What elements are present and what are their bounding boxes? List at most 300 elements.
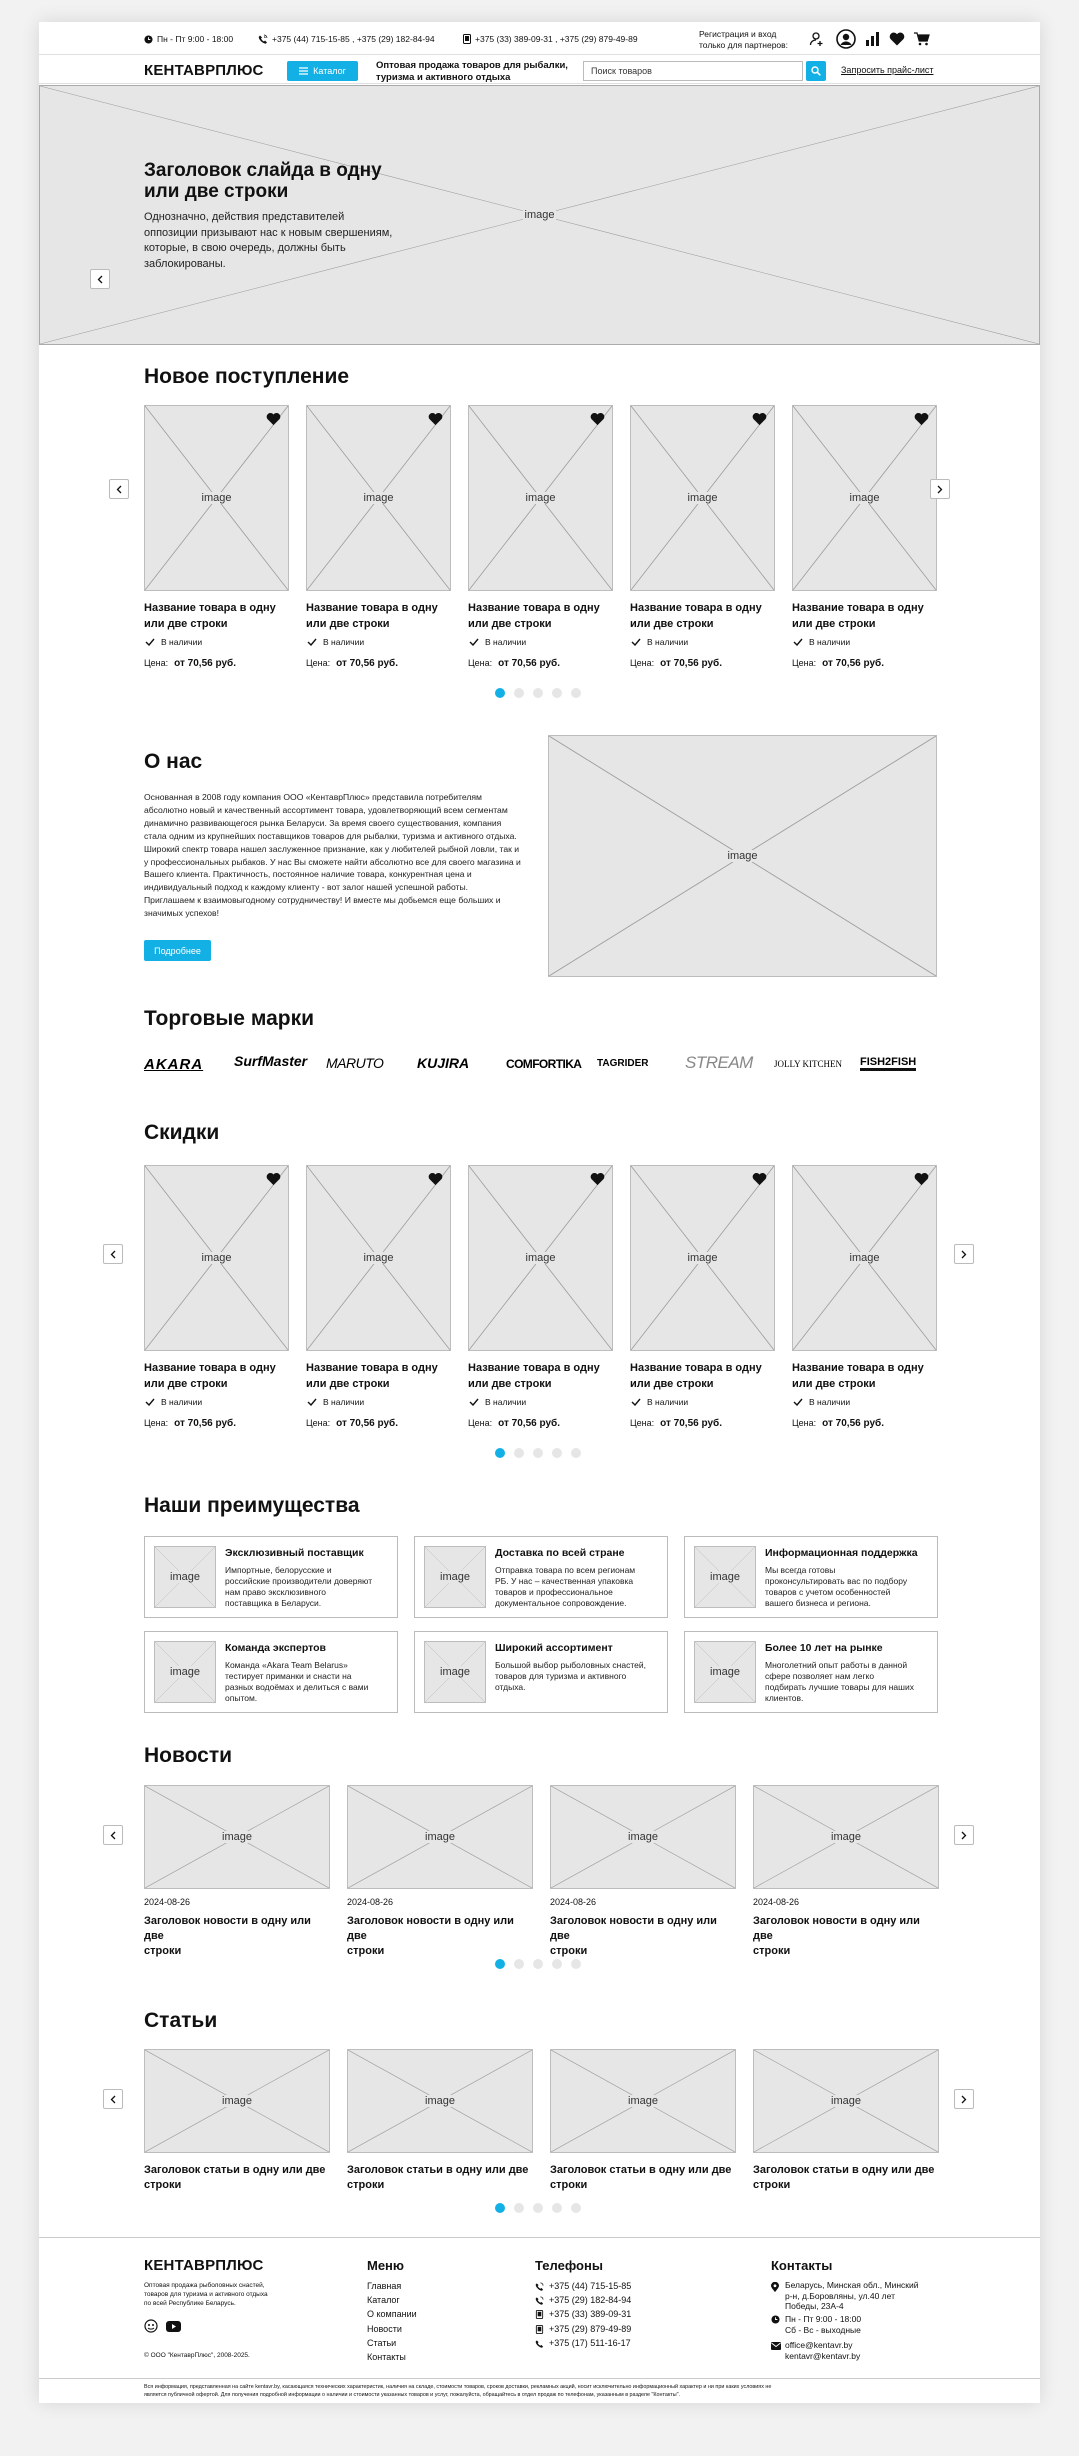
- articles-pagination: [495, 2203, 581, 2213]
- hero-text-line4: заблокированы.: [144, 257, 226, 270]
- advantage-title: Информационная поддержка: [765, 1547, 918, 1559]
- availability: [145, 637, 202, 647]
- news-pagination: [495, 1959, 581, 1969]
- pagination-dot[interactable]: [495, 1448, 505, 1458]
- article-image[interactable]: [144, 2049, 330, 2153]
- product-image[interactable]: [468, 1165, 613, 1351]
- footer-hours-line2: Сб - Вс - выходные: [785, 2324, 861, 2335]
- advantage-card: [414, 1536, 668, 1618]
- product-name-line1: Название товара в одну: [306, 1362, 438, 1374]
- new-arrivals-prev-button[interactable]: [109, 479, 129, 499]
- brand-logo[interactable]: STREAM: [685, 1053, 753, 1072]
- about-title: О нас: [144, 750, 203, 773]
- article-title[interactable]: [347, 2163, 533, 2193]
- advantage-description-line: отдыха.: [495, 1682, 526, 1692]
- product-name[interactable]: [630, 1360, 780, 1392]
- advantage-description-line: товаров для туризма и активного: [495, 1671, 627, 1681]
- brand-logo[interactable]: AKARA: [144, 1056, 204, 1073]
- top-bar: [39, 22, 1040, 54]
- landline-phones-text[interactable]: +375 (44) 715-15-85 , +375 (29) 182-84-94: [272, 34, 435, 44]
- footer-desc-line2: товаров для туризма и активного отдыха: [144, 2291, 268, 2298]
- advantage-description-line: подбирать лучшие товары для наших: [765, 1682, 914, 1692]
- availability-text: В наличии: [323, 637, 365, 647]
- footer-hours: [785, 2314, 861, 2335]
- clock-icon: [771, 2315, 780, 2324]
- article-title[interactable]: [753, 2163, 939, 2193]
- product-name-line1: Название товара в одну: [306, 602, 438, 614]
- footer-phone-link[interactable]: +375 (29) 182-84-94: [549, 2295, 632, 2306]
- product-name-line2: или две строки: [468, 1378, 552, 1390]
- image-label: [631, 1252, 774, 1264]
- footer-menu-title: Меню: [367, 2258, 405, 2273]
- phone-icon: [535, 2310, 544, 2319]
- hero-text-line1: Однозначно, действия представителей: [144, 211, 345, 223]
- pagination-dot[interactable]: [552, 1448, 562, 1458]
- image-label: [155, 1571, 215, 1583]
- product-image[interactable]: [306, 1165, 451, 1351]
- price-value: от 70,56 руб.: [336, 658, 398, 669]
- image-label: [469, 1252, 612, 1264]
- advantage-description: [225, 1565, 389, 1609]
- favorite-heart-icon[interactable]: [590, 412, 605, 426]
- image-label-text: image: [849, 492, 880, 504]
- advantage-image[interactable]: [424, 1546, 486, 1608]
- hero-title-line1: Заголовок слайда в одну: [144, 160, 382, 181]
- product-price: [144, 658, 236, 669]
- hero-image-label-text: image: [524, 209, 555, 221]
- page: [39, 22, 1040, 2403]
- check-icon: [145, 1398, 155, 1406]
- advantage-image[interactable]: [424, 1641, 486, 1703]
- footer-emails: [785, 2340, 860, 2361]
- news-image[interactable]: [550, 1785, 736, 1889]
- advantage-card: [414, 1631, 668, 1713]
- search-icon: [811, 66, 821, 76]
- request-pricelist-link[interactable]: Запросить прайс-лист: [841, 65, 934, 75]
- news-title-line1: Заголовок новости в одну или две: [347, 1915, 514, 1942]
- price-label: Цена:: [468, 1418, 493, 1428]
- brand-logo[interactable]: SurfMaster: [234, 1053, 308, 1069]
- image-label-text: image: [687, 492, 718, 504]
- advantage-description: [765, 1565, 929, 1609]
- availability: [793, 637, 850, 647]
- product-name[interactable]: [468, 1360, 618, 1392]
- price-value: от 70,56 руб.: [660, 1418, 722, 1429]
- product-name-line1: Название товара в одну: [144, 1362, 276, 1374]
- hours-text: Пн - Пт 9:00 - 18:00: [157, 34, 234, 44]
- advantage-card: [684, 1631, 938, 1713]
- advantage-title: Более 10 лет на рынке: [765, 1642, 883, 1654]
- product-price: [306, 658, 398, 669]
- footer-disclaimer: [144, 2383, 964, 2399]
- product-image[interactable]: [306, 405, 451, 591]
- landline-phones: [258, 34, 435, 44]
- product-image[interactable]: [630, 1165, 775, 1351]
- brand-logo[interactable]: KUJIRA: [417, 1055, 470, 1071]
- price-value: от 70,56 руб.: [660, 658, 722, 669]
- advantage-description-line: клиентов.: [765, 1693, 804, 1703]
- footer-menu-link[interactable]: Контакты: [367, 2352, 406, 2362]
- advantage-description-line: Мы всегда готовы: [765, 1565, 836, 1575]
- product-name[interactable]: [144, 1360, 294, 1392]
- advantage-description-line: товаров с учетом особенностей: [765, 1587, 891, 1597]
- register-line2: только для партнеров:: [699, 40, 789, 50]
- advantage-image[interactable]: [154, 1546, 216, 1608]
- news-prev-button[interactable]: [103, 1825, 123, 1845]
- image-label-text: image: [710, 1666, 740, 1678]
- image-label: [631, 492, 774, 504]
- article-title-line2: строки: [550, 2179, 588, 2191]
- image-label-text: image: [628, 2095, 658, 2107]
- image-label: [307, 492, 450, 504]
- pagination-dot[interactable]: [495, 1959, 505, 1969]
- image-label: [695, 1666, 755, 1678]
- product-name-line2: или две строки: [792, 1378, 876, 1390]
- product-name-line1: Название товара в одну: [630, 1362, 762, 1374]
- news-title-line1: Заголовок новости в одну или две: [550, 1915, 717, 1942]
- product-name-line2: или две строки: [792, 618, 876, 630]
- news-image[interactable]: [753, 1785, 939, 1889]
- advantage-description-line: российские производители доверяют: [225, 1576, 373, 1586]
- chevron-right-icon: [961, 1250, 967, 1259]
- product-name-line2: или две строки: [306, 618, 390, 630]
- hero-prev-button[interactable]: [90, 269, 110, 289]
- image-label-text: image: [628, 1831, 658, 1843]
- favorite-heart-icon[interactable]: [752, 1172, 767, 1186]
- advantage-title: Доставка по всей стране: [495, 1547, 625, 1559]
- image-label-text: image: [849, 1252, 880, 1264]
- favorite-heart-icon[interactable]: [752, 412, 767, 426]
- product-name[interactable]: [306, 600, 456, 632]
- image-label-text: image: [201, 492, 232, 504]
- image-label-text: image: [222, 1831, 252, 1843]
- about-image: [548, 735, 937, 977]
- pagination-dot[interactable]: [533, 1448, 543, 1458]
- price-value: от 70,56 руб.: [174, 658, 236, 669]
- pagination-dot[interactable]: [495, 2203, 505, 2213]
- image-label: [551, 1831, 735, 1843]
- pagination-dot[interactable]: [571, 2203, 581, 2213]
- favorite-heart-icon[interactable]: [914, 1172, 929, 1186]
- favorite-heart-icon[interactable]: [914, 412, 929, 426]
- advantage-description-line: сфере позволяет нам легко: [765, 1671, 875, 1681]
- pagination-dot[interactable]: [552, 1959, 562, 1969]
- product-price: [306, 1418, 398, 1429]
- about-text-line: Приглашаем к взаимовыгодному сотрудничеству! И вместе мы добьемся еще больших и: [144, 895, 501, 906]
- hero-text-line2: оппозиции призывают нас к новым свершениям,: [144, 226, 393, 239]
- articles-prev-button[interactable]: [103, 2089, 123, 2109]
- chevron-left-icon: [110, 1250, 116, 1259]
- image-label: [307, 1252, 450, 1264]
- article-image[interactable]: [550, 2049, 736, 2153]
- price-value: от 70,56 руб.: [822, 1418, 884, 1429]
- availability-text: В наличии: [323, 1397, 365, 1407]
- about-text-line: индивидуальный подход к каждому клиенту - вот залог нашей успешной работы.: [144, 882, 469, 893]
- price-label: Цена:: [306, 1418, 331, 1428]
- image-label: [425, 1571, 485, 1583]
- news-date: 2024-08-26: [550, 1897, 597, 1907]
- product-price: [792, 658, 884, 669]
- availability: [631, 1397, 688, 1407]
- availability: [793, 1397, 850, 1407]
- news-title[interactable]: [144, 1914, 330, 1959]
- news-title[interactable]: [753, 1914, 939, 1959]
- articles-next-button[interactable]: [954, 2089, 974, 2109]
- pagination-dot[interactable]: [514, 688, 524, 698]
- news-title[interactable]: [550, 1914, 736, 1959]
- article-image[interactable]: [347, 2049, 533, 2153]
- new-arrivals-next-button[interactable]: [930, 479, 950, 499]
- advantage-description-line: Импортные, белорусские и: [225, 1565, 332, 1575]
- image-label-text: image: [440, 1666, 470, 1678]
- advantage-image[interactable]: [694, 1546, 756, 1608]
- check-icon: [469, 1398, 479, 1406]
- product-name-line2: или две строки: [306, 1378, 390, 1390]
- footer-menu-link[interactable]: Статьи: [367, 2337, 397, 2348]
- new-arrivals-title: Новое поступление: [144, 365, 350, 388]
- advantage-description-line: товаров и профессиональное: [495, 1587, 613, 1597]
- availability-text: В наличии: [647, 1397, 689, 1407]
- chevron-right-icon: [937, 485, 943, 494]
- availability-text: В наличии: [161, 1397, 203, 1407]
- advantage-image[interactable]: [694, 1641, 756, 1703]
- advantage-image[interactable]: [154, 1641, 216, 1703]
- favorite-heart-icon[interactable]: [590, 1172, 605, 1186]
- product-price: [468, 1418, 560, 1429]
- news-title-line1: Заголовок новости в одну или две: [144, 1915, 311, 1942]
- footer-email2[interactable]: kentavr@kentavr.by: [785, 2350, 861, 2361]
- hero-text-line3: которые, в свою очередь, должны быть: [144, 242, 346, 254]
- advantage-description-line: Многолетний опыт работы в данной: [765, 1660, 908, 1670]
- footer-menu-link[interactable]: Каталог: [367, 2295, 400, 2306]
- check-icon: [793, 638, 803, 646]
- catalog-button[interactable]: [287, 61, 358, 81]
- news-date: 2024-08-26: [347, 1897, 394, 1907]
- news-title-line2: строки: [144, 1945, 182, 1957]
- product-name[interactable]: [792, 1360, 942, 1392]
- product-name-line1: Название товара в одну: [468, 1362, 600, 1374]
- article-title[interactable]: [550, 2163, 736, 2193]
- about-text-line: Вашего клиента. Практичность, постоянное наличие товара, конкурентная цена и: [144, 869, 472, 880]
- pagination-dot[interactable]: [533, 2203, 543, 2213]
- footer-menu-link[interactable]: Главная: [367, 2281, 402, 2291]
- news-date: 2024-08-26: [144, 1897, 191, 1907]
- user-account-icon[interactable]: [836, 29, 856, 49]
- product-name-line1: Название товара в одну: [792, 602, 924, 614]
- hero-text: [144, 210, 392, 272]
- address-line3: Победы, 23А-4: [785, 2301, 844, 2311]
- image-label-text: image: [170, 1571, 200, 1583]
- availability-text: В наличии: [485, 1397, 527, 1407]
- advantage-description: [495, 1660, 659, 1693]
- product-name-line1: Название товара в одну: [468, 602, 600, 614]
- discounts-prev-button[interactable]: [103, 1244, 123, 1264]
- advantage-description-line: вашего бизнеса и региона.: [765, 1598, 871, 1608]
- brand-logo[interactable]: JOLLY KITCHEN: [774, 1059, 843, 1069]
- brand-logo[interactable]: MARUTO: [326, 1055, 384, 1071]
- advantage-title: Команда экспертов: [225, 1642, 327, 1654]
- disclaimer-line1: Вся информация, представленная на сайте kentavr.by, касающаяся технических характеристик, наличия на складе, стоимости товаров, сроков доставки, рекламных акций, носит исключительно информационный характер и ни при каких условиях не: [144, 2384, 772, 2390]
- footer-phones-title: Телефоны: [535, 2258, 603, 2273]
- articles-title: Статьи: [144, 2009, 218, 2032]
- price-label: Цена:: [144, 1418, 169, 1428]
- about-more-button[interactable]: Подробнее: [144, 940, 211, 961]
- product-name[interactable]: [468, 600, 618, 632]
- brand-logo[interactable]: COMFORTIKA: [506, 1057, 582, 1071]
- news-image[interactable]: [144, 1785, 330, 1889]
- image-label: [425, 1666, 485, 1678]
- advantage-description-line: разных водоёмах и делиться с вами: [225, 1682, 369, 1692]
- image-label: [348, 1831, 532, 1843]
- add-user-icon[interactable]: [809, 31, 825, 47]
- brand-logo[interactable]: TAGRIDER: [597, 1058, 649, 1069]
- pagination-dot[interactable]: [571, 1448, 581, 1458]
- news-title: Новости: [144, 1744, 233, 1767]
- image-label: [793, 1252, 936, 1264]
- article-image[interactable]: [753, 2049, 939, 2153]
- image-label-text: image: [831, 1831, 861, 1843]
- about-image-label-text: image: [727, 850, 758, 862]
- image-label-text: image: [525, 1252, 556, 1264]
- article-title[interactable]: [144, 2163, 330, 2193]
- favorite-heart-icon[interactable]: [428, 1172, 443, 1186]
- about-text-line: динамично развивающегося рынка Беларуси. За время своего существования, компания: [144, 817, 502, 828]
- product-name[interactable]: [306, 1360, 456, 1392]
- image-label-text: image: [170, 1666, 200, 1678]
- youtube-icon[interactable]: [166, 2321, 181, 2332]
- check-icon: [793, 1398, 803, 1406]
- compare-chart-icon[interactable]: [865, 32, 880, 46]
- footer-menu-link[interactable]: Новости: [367, 2323, 402, 2334]
- footer-phone-link[interactable]: +375 (29) 879-49-89: [549, 2323, 632, 2334]
- footer-email1[interactable]: office@kentavr.by: [785, 2340, 853, 2350]
- pagination-dot[interactable]: [514, 1959, 524, 1969]
- footer-logo[interactable]: КЕНТАВРПЛЮС: [144, 2257, 264, 2274]
- advantage-card: [144, 1631, 398, 1713]
- pagination-dot[interactable]: [514, 2203, 524, 2213]
- favorite-heart-icon[interactable]: [266, 1172, 281, 1186]
- hero-title: [144, 160, 382, 202]
- advantage-description-line: поставщика в Беларуси.: [225, 1598, 322, 1608]
- discounts-next-button[interactable]: [954, 1244, 974, 1264]
- catalog-button-label: Каталог: [313, 66, 346, 76]
- product-name-line2: или две строки: [630, 618, 714, 630]
- check-icon: [631, 638, 641, 646]
- site-logo[interactable]: КЕНТАВРПЛЮС: [144, 62, 264, 79]
- footer-phone-link[interactable]: +375 (33) 389-09-31: [549, 2309, 632, 2320]
- hero-title-line2: или две строки: [144, 181, 289, 202]
- favorite-heart-icon[interactable]: [266, 412, 281, 426]
- product-image[interactable]: [630, 405, 775, 591]
- mobile-phone-icon: [463, 34, 471, 44]
- product-image[interactable]: [792, 1165, 937, 1351]
- image-label: [348, 2095, 532, 2107]
- pagination-dot[interactable]: [552, 688, 562, 698]
- brand-logo[interactable]: FISH2FISH: [860, 1056, 916, 1071]
- product-name[interactable]: [630, 600, 780, 632]
- tagline-line2: туризма и активного отдыха: [376, 72, 511, 83]
- chevron-left-icon: [110, 2095, 116, 2104]
- availability-text: В наличии: [809, 1397, 851, 1407]
- advantage-description-line: Команда «Akara Team Belarus»: [225, 1660, 348, 1670]
- check-icon: [307, 1398, 317, 1406]
- image-label-text: image: [222, 2095, 252, 2107]
- location-pin-icon: [771, 2282, 779, 2292]
- partner-login-note: [699, 29, 788, 51]
- product-image[interactable]: [144, 405, 289, 591]
- pagination-dot[interactable]: [571, 1959, 581, 1969]
- price-label: Цена:: [630, 1418, 655, 1428]
- footer-menu-link[interactable]: О компании: [367, 2309, 417, 2320]
- favorite-heart-icon[interactable]: [428, 412, 443, 426]
- price-value: от 70,56 руб.: [498, 658, 560, 669]
- mobile-phones-text[interactable]: +375 (33) 389-09-31 , +375 (29) 879-49-89: [475, 34, 638, 44]
- news-next-button[interactable]: [954, 1825, 974, 1845]
- advantages-title: Наши преимущества: [144, 1494, 360, 1517]
- article-title-line2: строки: [144, 2179, 182, 2191]
- footer-phone-link[interactable]: +375 (17) 511-16-17: [549, 2337, 631, 2348]
- advantage-description-line: тестирует приманки и снасти на: [225, 1671, 352, 1681]
- footer-description: [144, 2281, 268, 2308]
- advantage-title: Эксклюзивный поставщик: [225, 1547, 364, 1559]
- footer-hours-line1: Пн - Пт 9:00 - 18:00: [785, 2314, 862, 2324]
- product-image[interactable]: [792, 405, 937, 591]
- article-title-line1: Заголовок статьи в одну или две: [347, 2164, 529, 2176]
- image-label: [754, 2095, 938, 2107]
- price-label: Цена:: [306, 658, 331, 668]
- price-label: Цена:: [792, 658, 817, 668]
- check-icon: [469, 638, 479, 646]
- pagination-dot[interactable]: [533, 688, 543, 698]
- product-image[interactable]: [468, 405, 613, 591]
- product-image[interactable]: [144, 1165, 289, 1351]
- favorites-heart-icon[interactable]: [889, 32, 905, 46]
- product-name-line1: Название товара в одну: [630, 602, 762, 614]
- about-image-label: [549, 850, 936, 862]
- news-title-line2: строки: [753, 1945, 791, 1957]
- pagination-dot[interactable]: [552, 2203, 562, 2213]
- chevron-right-icon: [961, 1831, 967, 1840]
- search-input[interactable]: Поиск товаров: [583, 61, 803, 81]
- article-title-line1: Заголовок статьи в одну или две: [753, 2164, 935, 2176]
- new-arrivals-pagination: [495, 688, 581, 698]
- image-label: [145, 1831, 329, 1843]
- image-label: [754, 1831, 938, 1843]
- product-name[interactable]: [144, 600, 294, 632]
- footer-desc-line3: по всей Республике Беларусь.: [144, 2300, 236, 2307]
- footer-phone-link[interactable]: +375 (44) 715-15-85: [549, 2281, 632, 2291]
- disclaimer-line2: является публичной офертой. Для получения подробной информации о наличии и стоимости указанных товаров и услуг, пожалуйста, обращайтесь в отдел продаж по телефонам, указанным в разделе "Контакты".: [144, 2392, 681, 2398]
- pagination-dot[interactable]: [533, 1959, 543, 1969]
- availability: [307, 637, 364, 647]
- news-image[interactable]: [347, 1785, 533, 1889]
- image-label: [155, 1666, 215, 1678]
- product-name-line2: или две строки: [630, 1378, 714, 1390]
- search-button[interactable]: [806, 61, 826, 81]
- pagination-dot[interactable]: [514, 1448, 524, 1458]
- product-name[interactable]: [792, 600, 942, 632]
- pagination-dot[interactable]: [495, 688, 505, 698]
- social-icon[interactable]: [144, 2319, 158, 2333]
- cart-icon[interactable]: [914, 32, 930, 46]
- menu-icon: [299, 67, 308, 75]
- availability-text: В наличии: [485, 637, 527, 647]
- news-title[interactable]: [347, 1914, 533, 1959]
- address-line2: р-н, д.Боровляны, ул.40 лет: [785, 2290, 895, 2301]
- discounts-title: Скидки: [144, 1121, 220, 1144]
- chevron-right-icon: [961, 2095, 967, 2104]
- pagination-dot[interactable]: [571, 688, 581, 698]
